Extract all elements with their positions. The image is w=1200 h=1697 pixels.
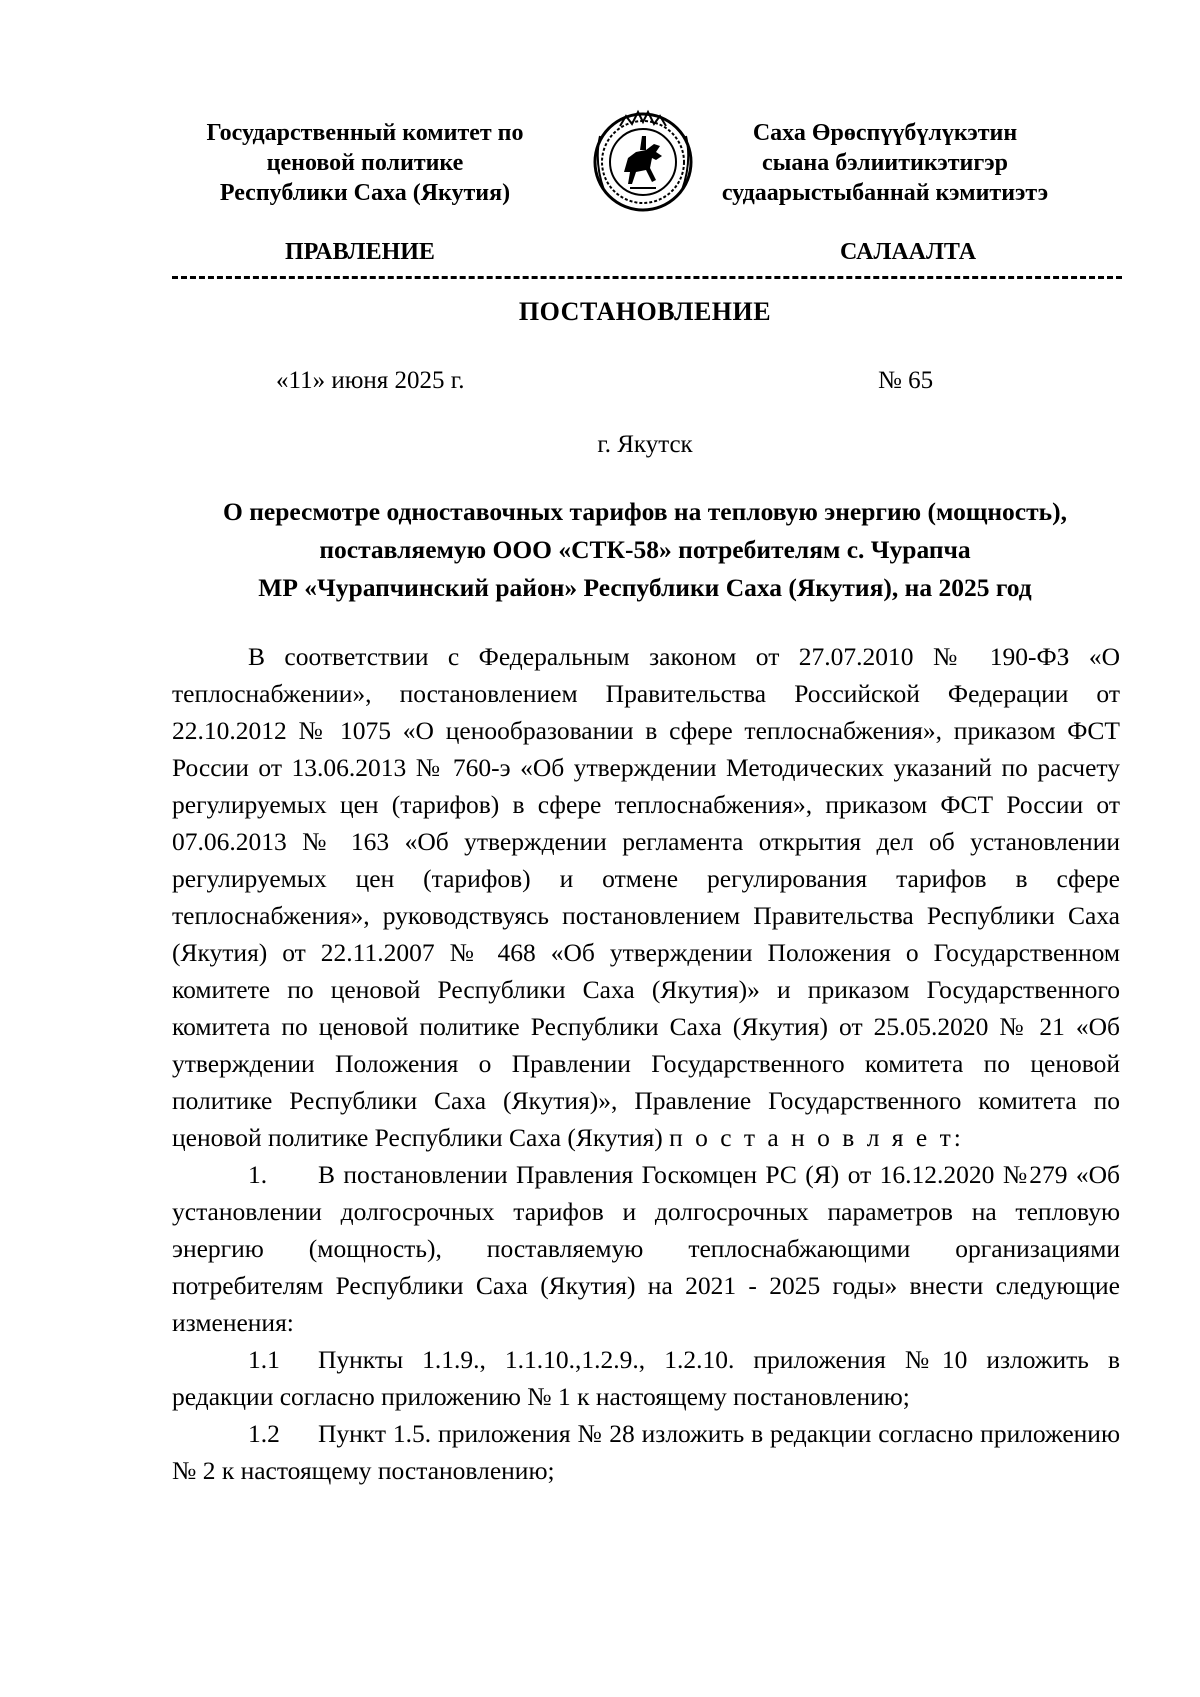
header-left-ru (160, 118, 570, 208)
header-right-line: судаарыстыбаннай кэмитиэтэ (721, 180, 1049, 206)
clause-number: 1.2 (248, 1419, 280, 1448)
clause-number: 1. (248, 1160, 268, 1189)
header-left-line: Республики Саха (Якутия) (219, 180, 511, 206)
title-line: поставляемую ООО «СТК-58» потребителям с. Чурапча (319, 535, 971, 564)
title-line: О пересмотре одноставочных тарифов на тепловую энергию (мощность), (222, 497, 1067, 526)
header-divider (172, 276, 1122, 279)
clause-1-2 (172, 1415, 1120, 1489)
clause-text: Пункт 1.5. приложения № 28 изложить в редакции согласно приложению № 2 к настоящему постановлению; (172, 1419, 1120, 1485)
header-right-sah (700, 118, 1070, 208)
title-line: МР «Чурапчинский район» Республики Саха (Якутия), на 2025 год (258, 573, 1032, 602)
preamble-text: В соответствии с Федеральным законом от 27.07.2010 № 190-ФЗ «О теплоснабжении», постановлением Правительства Российской Федерации от 22.10.2012 № 1075 «О ценообразовании в сфере теплоснабжения», приказом ФСТ России от 13.06.2013 № 760-э «Об утверждении Методических указаний по расчету регулируемых цен (тарифов) в сфере теплоснабжения», приказом ФСТ России от 07.06.2013 № 163 «Об утверждении регламента открытия дел об установлении регулируемых цен (тарифов) и отмене регулирования тарифов в сфере теплоснабжения», руководствуясь постановлением Правительства Республики Саха (Якутия) от 22.11.2007 № 468 «Об утверждении Положения о Государственном комитете по ценовой Республики Саха (Якутия)» и приказом Государственного комитета по ценовой политике Республики Саха (Якутия) от 25.05.2020 № 21 «Об утверждении Положения о Правлении Государственного комитета по ценовой политике Республики Саха (Якутия)», Правление Государственного комитета по ценовой политике Республики Саха (Якутия) (172, 642, 1120, 1152)
document-type: ПОСТАНОВЛЕНИЕ (518, 297, 772, 326)
document-title (160, 493, 1130, 607)
header-left-line: ценовой политике (266, 150, 464, 176)
document-body (172, 638, 1120, 1489)
document-number: № 65 (878, 367, 934, 394)
header-right-line: сыана бэлиитикэтигэр (761, 150, 1008, 176)
clause-1-1 (172, 1341, 1120, 1415)
document-date: «11» июня 2025 г. (276, 367, 465, 394)
clause-text: Пункты 1.1.9., 1.1.10.,1.2.9., 1.2.10. приложения №10 изложить в редакции согласно приложению № 1 к настоящему постановлению; (172, 1345, 1120, 1411)
document-city: г. Якутск (597, 431, 693, 458)
clause-1 (172, 1156, 1120, 1341)
clause-text: В постановлении Правления Госкомцен РС (Я) от 16.12.2020 №279 «Об установлении долгосрочных тарифов и долгосрочных параметров на тепловую энергию (мощность), поставляемую теплоснабжающими организациями потребителям Республики Саха (Якутия) на 2021 - 2025 годы» внести следующие изменения: (172, 1160, 1120, 1337)
resolves-text: п о с т а н о в л я е т: (669, 1123, 964, 1152)
dept-label-ru: ПРАВЛЕНИЕ (285, 239, 435, 265)
sakha-coat-of-arms-icon (590, 106, 696, 216)
header-left-line: Государственный комитет по (206, 120, 524, 146)
header-right-line: Саха Өрөспүүбүлүкэтин (752, 120, 1018, 146)
preamble-paragraph (172, 638, 1120, 1156)
dept-label-sah: САЛААЛТА (840, 239, 977, 265)
clause-number: 1.1 (248, 1345, 280, 1374)
